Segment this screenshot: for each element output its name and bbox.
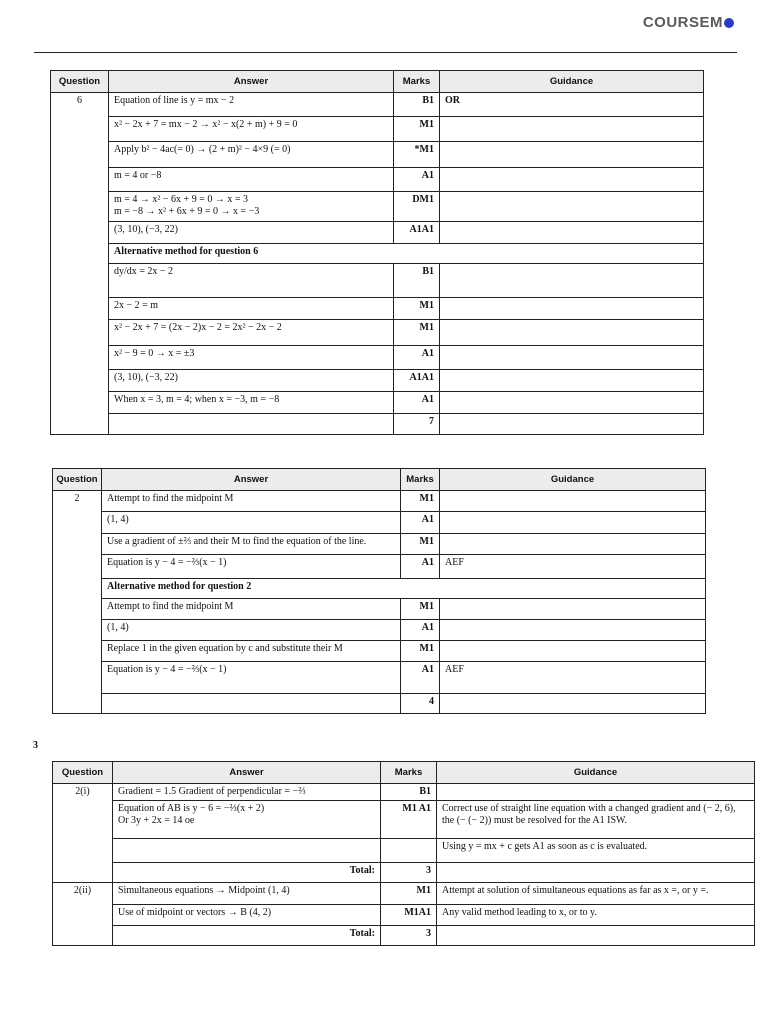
answer-cell: (3, 10), (−3, 22): [109, 370, 394, 392]
header-guidance: Guidance: [440, 71, 704, 93]
guidance-cell: [440, 491, 706, 512]
marks-cell: M1: [401, 641, 440, 662]
guidance-cell: [440, 192, 704, 222]
total-row: [53, 863, 755, 883]
guidance-cell: [440, 414, 704, 435]
guidance-cell: Any valid method leading to x, or to y.: [437, 905, 755, 926]
header-answer: Answer: [102, 469, 401, 491]
table-row: [53, 662, 706, 694]
answer-cell: Equation of line is y = mx − 2: [109, 93, 394, 117]
header-guidance: Guidance: [437, 762, 755, 784]
total-marks: 3: [381, 926, 437, 946]
alt-method-title: Alternative method for question 2: [102, 579, 706, 599]
answer-cell: Gradient = 1.5 Gradient of perpendicular = −⅔: [113, 784, 381, 801]
answer-cell: (1, 4): [102, 620, 401, 641]
guidance-cell: [440, 641, 706, 662]
guidance-cell: OR: [440, 93, 704, 117]
table-row: [53, 784, 755, 801]
marks-cell: B1: [394, 264, 440, 298]
marks-cell: M1: [394, 117, 440, 142]
marks-cell: A1: [394, 392, 440, 414]
total-label: Total:: [113, 863, 381, 883]
header-answer: Answer: [113, 762, 381, 784]
guidance-cell: [440, 222, 704, 244]
guidance-cell: [440, 620, 706, 641]
guidance-cell: [440, 168, 704, 192]
marks-cell: M1: [401, 534, 440, 555]
answer-cell: m = 4 → x² − 6x + 9 = 0 → x = 3 m = −8 → x² + 6x + 9 = 0 → x = −3: [109, 192, 394, 222]
answer-cell: x² − 2x + 7 = (2x − 2)x − 2 = 2x² − 2x − 2: [109, 320, 394, 346]
marks-cell: B1: [394, 93, 440, 117]
marks-cell: A1A1: [394, 370, 440, 392]
header-question: Question: [53, 469, 102, 491]
marks-cell: [381, 839, 437, 863]
section-number: 3: [33, 740, 38, 751]
total-label: Total:: [113, 926, 381, 946]
answer-cell: Attempt to find the midpoint M: [102, 491, 401, 512]
header-rule: [34, 52, 737, 53]
header-marks: Marks: [394, 71, 440, 93]
answer-cell: Apply b² − 4ac(= 0) → (2 + m)² − 4×9 (= 0): [109, 142, 394, 168]
answer-cell: dy/dx = 2x − 2: [109, 264, 394, 298]
marks-cell: A1: [401, 555, 440, 579]
question-number: 2(ii): [53, 883, 113, 946]
table-header-row: [53, 469, 706, 491]
marks-cell: B1: [381, 784, 437, 801]
answer-cell: m = 4 or −8: [109, 168, 394, 192]
alt-method-row: [51, 244, 704, 264]
guidance-cell: Using y = mx + c gets A1 as soon as c is evaluated.: [437, 839, 755, 863]
answer-cell: [109, 414, 394, 435]
marks-cell: M1: [394, 298, 440, 320]
table-row: [51, 264, 704, 298]
marks-cell: A1: [394, 346, 440, 370]
mark-scheme-table-q3: [52, 761, 755, 946]
guidance-cell: [440, 694, 706, 714]
guidance-cell: Attempt at solution of simultaneous equations as far as x =, or y =.: [437, 883, 755, 905]
brand-text: COURSEM: [642, 14, 723, 31]
total-marks: 4: [401, 694, 440, 714]
header-marks: Marks: [381, 762, 437, 784]
guidance-cell: [437, 784, 755, 801]
marks-cell: A1: [401, 662, 440, 694]
guidance-cell: [440, 346, 704, 370]
guidance-cell: AEF: [440, 555, 706, 579]
guidance-cell: [440, 392, 704, 414]
brand-logo: [643, 14, 734, 31]
table-row: [53, 555, 706, 579]
answer-cell: Use a gradient of ±⅔ and their M to find the equation of the line.: [102, 534, 401, 555]
guidance-cell: [440, 117, 704, 142]
total-marks: 3: [381, 863, 437, 883]
marks-cell: *M1: [394, 142, 440, 168]
table-row: [53, 839, 755, 863]
table-row: [53, 599, 706, 620]
answer-cell: x² − 2x + 7 = mx − 2 → x² − x(2 + m) + 9 = 0: [109, 117, 394, 142]
marks-cell: A1A1: [394, 222, 440, 244]
total-row: [51, 414, 704, 435]
answer-cell: Use of midpoint or vectors → B (4, 2): [113, 905, 381, 926]
table-header-row: [51, 71, 704, 93]
table-row: [51, 392, 704, 414]
answer-cell: [102, 694, 401, 714]
marks-cell: A1: [394, 168, 440, 192]
marks-cell: A1: [401, 512, 440, 534]
marks-cell: M1: [401, 491, 440, 512]
table-row: [53, 512, 706, 534]
total-row: [53, 926, 755, 946]
alt-method-title: Alternative method for question 6: [109, 244, 704, 264]
table-row: [51, 168, 704, 192]
table-row: [51, 192, 704, 222]
table-row: [51, 142, 704, 168]
marks-cell: M1 A1: [381, 801, 437, 839]
table-row: [53, 620, 706, 641]
answer-cell: (3, 10), (−3, 22): [109, 222, 394, 244]
marks-cell: A1: [401, 620, 440, 641]
answer-cell: Equation is y − 4 = −⅔(x − 1): [102, 555, 401, 579]
header-marks: Marks: [401, 469, 440, 491]
table-row: [51, 346, 704, 370]
answer-cell: (1, 4): [102, 512, 401, 534]
guidance-cell: AEF: [440, 662, 706, 694]
guidance-cell: [440, 264, 704, 298]
table-row: [53, 905, 755, 926]
mark-scheme-table-q6: [50, 70, 704, 435]
guidance-cell: [437, 926, 755, 946]
guidance-cell: [437, 863, 755, 883]
table-row: [51, 370, 704, 392]
total-row: [53, 694, 706, 714]
header-answer: Answer: [109, 71, 394, 93]
answer-cell: When x = 3, m = 4; when x = −3, m = −8: [109, 392, 394, 414]
header-question: Question: [51, 71, 109, 93]
table-row: [53, 534, 706, 555]
question-number: 6: [51, 93, 109, 435]
brand-dot-icon: [724, 18, 734, 28]
mark-scheme-table-q2: [52, 468, 706, 714]
table-row: [53, 491, 706, 512]
table-row: [53, 801, 755, 839]
guidance-cell: Correct use of straight line equation with a changed gradient and (− 2, 6), the (− (− 2)) must be resolved for the A1 ISW.: [437, 801, 755, 839]
guidance-cell: [440, 142, 704, 168]
question-number: 2(i): [53, 784, 113, 883]
guidance-cell: [440, 534, 706, 555]
table-header-row: [53, 762, 755, 784]
table-row: [51, 117, 704, 142]
answer-cell: Equation is y − 4 = −⅔(x − 1): [102, 662, 401, 694]
table-row: [51, 222, 704, 244]
marks-cell: M1: [401, 599, 440, 620]
answer-cell: Attempt to find the midpoint M: [102, 599, 401, 620]
answer-cell: x² − 9 = 0 → x = ±3: [109, 346, 394, 370]
marks-cell: M1: [381, 883, 437, 905]
guidance-cell: [440, 298, 704, 320]
marks-cell: M1A1: [381, 905, 437, 926]
question-number: 2: [53, 491, 102, 714]
total-marks: 7: [394, 414, 440, 435]
answer-cell: Equation of AB is y − 6 = −⅔(x + 2) Or 3y + 2x = 14 oe: [113, 801, 381, 839]
table-row: [53, 641, 706, 662]
guidance-cell: [440, 599, 706, 620]
guidance-cell: [440, 320, 704, 346]
marks-cell: M1: [394, 320, 440, 346]
answer-cell: Replace 1 in the given equation by c and substitute their M: [102, 641, 401, 662]
alt-method-row: [53, 579, 706, 599]
marks-cell: DM1: [394, 192, 440, 222]
table-row: [51, 320, 704, 346]
table-row: [51, 298, 704, 320]
answer-cell: [113, 839, 381, 863]
header-guidance: Guidance: [440, 469, 706, 491]
answer-cell: 2x − 2 = m: [109, 298, 394, 320]
table-row: [51, 93, 704, 117]
guidance-cell: [440, 512, 706, 534]
table-row: [53, 883, 755, 905]
guidance-cell: [440, 370, 704, 392]
header-question: Question: [53, 762, 113, 784]
answer-cell: Simultaneous equations → Midpoint (1, 4): [113, 883, 381, 905]
